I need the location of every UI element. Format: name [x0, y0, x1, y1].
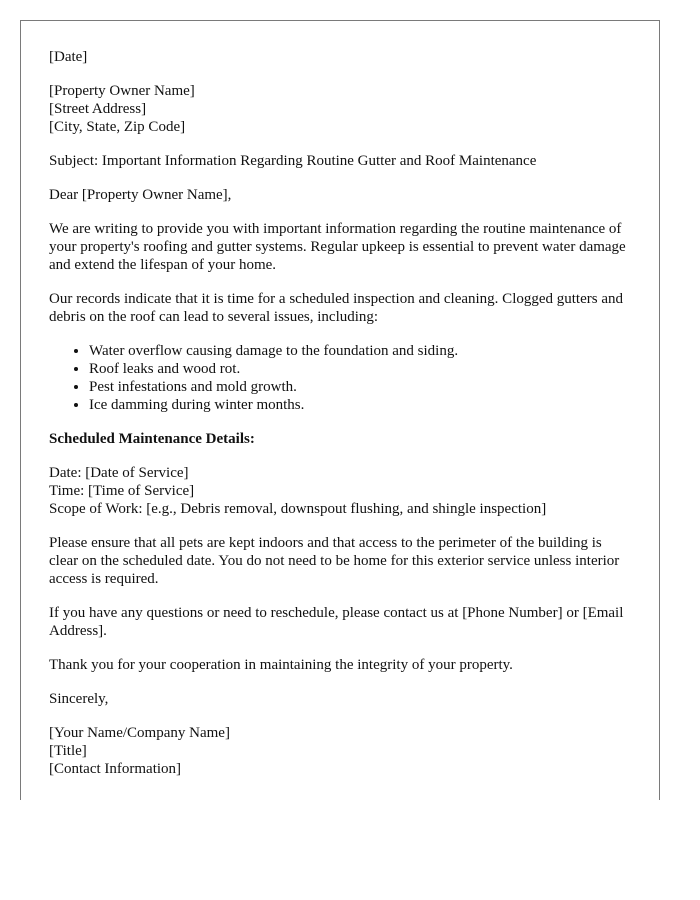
letter-page	[20, 20, 660, 800]
letter-salutation: Dear [Property Owner Name],	[49, 187, 232, 203]
signature-block	[49, 724, 631, 778]
thanks-paragraph: Thank you for your cooperation in maintaining the integrity of your property.	[49, 657, 513, 673]
details-block	[49, 464, 631, 518]
signature-contact: [Contact Information]	[49, 761, 182, 777]
recipient-name: [Property Owner Name]	[49, 83, 195, 99]
recipient-address-block	[49, 82, 631, 136]
service-scope: Scope of Work: [e.g., Debris removal, downspout flushing, and shingle inspection]	[49, 501, 547, 517]
details-heading: Scheduled Maintenance Details:	[49, 431, 255, 447]
list-item: • Ice damming during winter months.	[89, 396, 631, 414]
intro-paragraph: We are writing to provide you with important information regarding the routine maintenance of your property's roofing and gutter systems. Regular upkeep is essential to prevent water damage and extend the lifespan of your home.	[49, 221, 626, 273]
recipient-city: [City, State, Zip Code]	[49, 119, 186, 135]
signature-name: [Your Name/Company Name]	[49, 725, 230, 741]
letter-closing: Sincerely,	[49, 691, 109, 707]
list-item: • Roof leaks and wood rot.	[89, 360, 631, 378]
issues-list	[49, 342, 631, 414]
letter-date: [Date]	[49, 49, 88, 65]
records-paragraph: Our records indicate that it is time for a scheduled inspection and cleaning. Clogged gutters and debris on the roof can lead to several issues, including:	[49, 291, 623, 325]
service-date: Date: [Date of Service]	[49, 465, 189, 481]
list-item: • Pest infestations and mold growth.	[89, 378, 631, 396]
list-item: • Water overflow causing damage to the foundation and siding.	[89, 342, 631, 360]
contact-paragraph: If you have any questions or need to reschedule, please contact us at [Phone Number] or [Email Address].	[49, 605, 624, 639]
service-time: Time: [Time of Service]	[49, 483, 195, 499]
signature-title: [Title]	[49, 743, 87, 759]
instructions-paragraph: Please ensure that all pets are kept indoors and that access to the perimeter of the building is clear on the scheduled date. You do not need to be home for this exterior service unless interior access is required.	[49, 535, 620, 587]
letter-subject: Subject: Important Information Regarding Routine Gutter and Roof Maintenance	[49, 153, 537, 169]
recipient-street: [Street Address]	[49, 101, 147, 117]
